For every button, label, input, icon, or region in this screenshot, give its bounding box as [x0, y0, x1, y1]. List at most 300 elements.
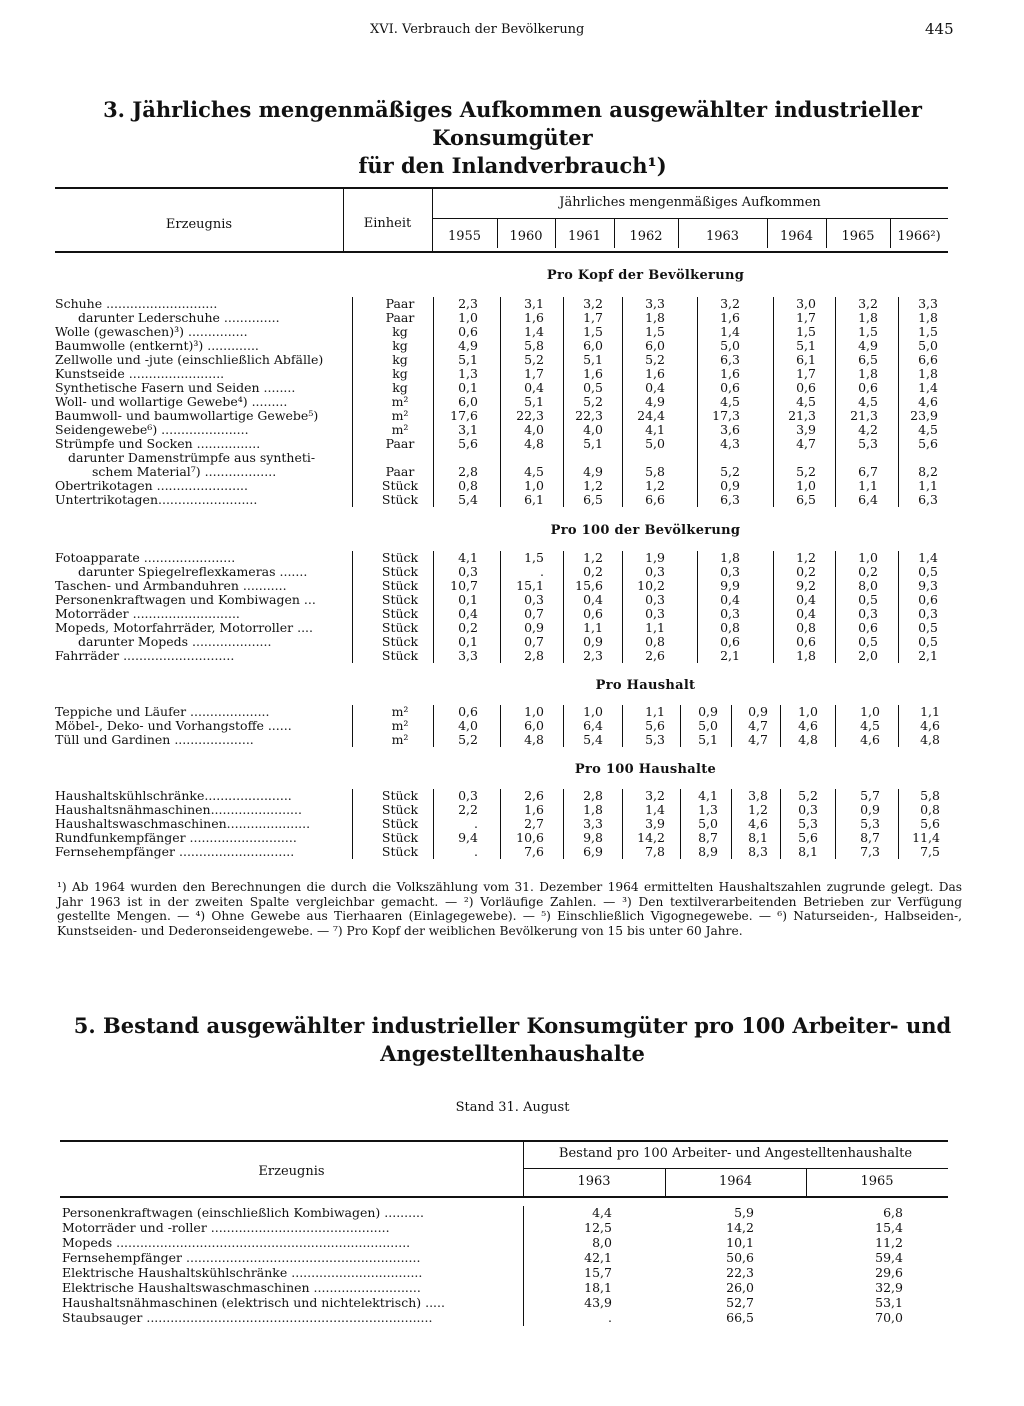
column-divider: [680, 789, 681, 859]
table-row: [0, 621, 1024, 635]
row-label: Baumwolle (entkernt)³) .............: [55, 339, 259, 353]
row-unit: m²: [391, 422, 409, 437]
section-heading: Pro 100 Haushalte: [574, 762, 717, 777]
cell-value: 1,6: [524, 310, 544, 325]
table3-col-group: Jährliches mengenmäßiges Aufkommen: [559, 195, 821, 210]
cell-value: 5,8: [645, 464, 665, 479]
cell-value: 7,3: [860, 844, 880, 859]
cell-value: 4,1: [458, 550, 478, 565]
cell-value: 1,2: [796, 550, 816, 565]
cell-value: 0,9: [524, 620, 544, 635]
cell-value: 5,2: [798, 788, 818, 803]
column-divider: [898, 705, 899, 747]
row-label: Möbel-, Deko- und Vorhangstoffe ......: [55, 719, 292, 733]
column-divider: [622, 789, 623, 859]
cell-value: 1,8: [918, 310, 938, 325]
year-header: 1964: [779, 229, 814, 244]
row-label: Teppiche und Läufer ....................: [55, 705, 270, 719]
cell-value: 50,6: [726, 1250, 754, 1265]
table-row: [0, 593, 1024, 607]
cell-value: 12,5: [584, 1220, 612, 1235]
cell-value: 18,1: [584, 1280, 612, 1295]
cell-value: 1,4: [918, 550, 938, 565]
cell-value: 1,8: [918, 366, 938, 381]
cell-value: 1,0: [858, 550, 878, 565]
cell-value: 0,3: [918, 606, 938, 621]
row-label: Fernsehempfänger .............................: [55, 845, 295, 859]
cell-value: 29,6: [875, 1265, 903, 1280]
cell-value: 0,6: [583, 606, 603, 621]
column-divider: [500, 297, 501, 507]
table-row: [0, 607, 1024, 621]
year-divider: [555, 219, 556, 248]
table-row: [0, 789, 1024, 803]
column-divider: [622, 297, 623, 507]
table5-title-line2: Angestelltenhaushalte: [380, 1041, 645, 1066]
cell-value: 6,5: [796, 492, 816, 507]
cell-value: 5,1: [458, 352, 478, 367]
row-label: Haushaltsnähmaschinen (elektrisch und nichtelektrisch) .....: [62, 1296, 445, 1310]
row-label: Motorräder und -roller .............................................: [62, 1221, 390, 1235]
cell-value: 2,8: [524, 648, 544, 663]
column-divider: [433, 551, 434, 663]
cell-value: 0,8: [458, 478, 478, 493]
cell-value: 0,1: [458, 592, 478, 607]
cell-value: 6,3: [720, 352, 740, 367]
cell-value: 9,9: [720, 578, 740, 593]
table3-title: [60, 96, 965, 180]
cell-value: 1,5: [796, 324, 816, 339]
cell-value: 5,3: [645, 732, 665, 747]
table5-header-rule: [60, 1196, 948, 1198]
cell-value: 1,2: [583, 550, 603, 565]
cell-value: 3,1: [524, 296, 544, 311]
row-label: darunter Mopeds ....................: [78, 635, 272, 649]
cell-value: 1,7: [583, 310, 603, 325]
cell-value: 6,7: [858, 464, 878, 479]
cell-value: 6,5: [583, 492, 603, 507]
cell-value: 53,1: [875, 1295, 903, 1310]
row-label: Seidengewebe⁶) ......................: [55, 423, 249, 437]
cell-value: 4,7: [748, 718, 768, 733]
table-row: [0, 1281, 1024, 1295]
table5-title: [60, 1012, 965, 1068]
section-heading: Pro 100 der Bevölkerung: [550, 523, 741, 538]
column-divider: [731, 789, 732, 859]
cell-value: 15,6: [575, 578, 603, 593]
cell-value: 2,0: [858, 648, 878, 663]
table5-title-line1: 5. Bestand ausgewählter industrieller Konsumgüter pro 100 Arbeiter- und: [73, 1013, 952, 1038]
cell-value: 6,8: [883, 1205, 903, 1220]
cell-value: 0,3: [524, 592, 544, 607]
cell-value: 7,5: [920, 844, 940, 859]
table-row: [0, 423, 1024, 437]
table-row: [0, 479, 1024, 493]
cell-value: 4,0: [458, 718, 478, 733]
row-unit: Stück: [381, 788, 419, 803]
cell-value: 3,9: [645, 816, 665, 831]
cell-value: 1,1: [920, 704, 940, 719]
cell-value: 3,3: [458, 648, 478, 663]
row-label: Strümpfe und Socken ................: [55, 437, 261, 451]
cell-value: 1,0: [798, 704, 818, 719]
year-header: 1963: [705, 229, 740, 244]
row-unit: Stück: [381, 830, 419, 845]
cell-value: 4,2: [858, 422, 878, 437]
row-label: darunter Spiegelreflexkameras .......: [78, 565, 308, 579]
cell-value: 4,7: [796, 436, 816, 451]
cell-value: 1,9: [645, 550, 665, 565]
row-label: Wolle (gewaschen)³) ...............: [55, 325, 248, 339]
cell-value: 0,8: [645, 634, 665, 649]
cell-value: 0,2: [583, 564, 603, 579]
cell-value: 1,1: [918, 478, 938, 493]
year-header: 1961: [567, 229, 602, 244]
cell-value: 4,9: [583, 464, 603, 479]
row-label: Taschen- und Armbanduhren ...........: [55, 579, 287, 593]
cell-value: 0,9: [860, 802, 880, 817]
cell-value: 9,2: [796, 578, 816, 593]
cell-value: 1,8: [645, 310, 665, 325]
cell-value: .: [608, 1310, 612, 1325]
cell-value: 4,5: [860, 718, 880, 733]
cell-value: 1,3: [698, 802, 718, 817]
column-divider: [563, 705, 564, 747]
table-row: [0, 1311, 1024, 1325]
row-label: Personenkraftwagen (einschließlich Kombiwagen) ..........: [62, 1206, 425, 1220]
cell-value: 1,7: [524, 366, 544, 381]
row-unit: Paar: [385, 296, 415, 311]
cell-value: 4,5: [858, 394, 878, 409]
cell-value: 21,3: [788, 408, 816, 423]
row-label: Schuhe ............................: [55, 297, 218, 311]
cell-value: 22,3: [575, 408, 603, 423]
cell-value: 0,6: [720, 634, 740, 649]
row-label: Elektrische Haushaltskühlschränke .................................: [62, 1266, 423, 1280]
cell-value: 5,1: [583, 436, 603, 451]
cell-value: 8,1: [748, 830, 768, 845]
cell-value: 5,6: [918, 436, 938, 451]
cell-value: 1,1: [645, 620, 665, 635]
cell-value: 5,8: [920, 788, 940, 803]
cell-value: 2,3: [458, 296, 478, 311]
label-divider: [352, 297, 353, 507]
cell-value: 3,2: [858, 296, 878, 311]
column-divider: [835, 789, 836, 859]
cell-value: 2,6: [524, 788, 544, 803]
cell-value: 70,0: [875, 1310, 903, 1325]
column-divider: [622, 551, 623, 663]
cell-value: 5,4: [458, 492, 478, 507]
cell-value: 2,3: [583, 648, 603, 663]
year-divider: [614, 219, 615, 248]
column-divider: [563, 789, 564, 859]
cell-value: 0,7: [524, 606, 544, 621]
cell-value: 2,1: [720, 648, 740, 663]
row-label: darunter Lederschuhe ..............: [78, 311, 280, 325]
cell-value: 1,5: [645, 324, 665, 339]
cell-value: 0,3: [645, 606, 665, 621]
table-row: [0, 325, 1024, 339]
cell-value: 4,8: [524, 732, 544, 747]
cell-value: 0,6: [918, 592, 938, 607]
cell-value: 5,2: [583, 394, 603, 409]
cell-value: 0,6: [720, 380, 740, 395]
cell-value: 1,8: [720, 550, 740, 565]
cell-value: 8,2: [918, 464, 938, 479]
row-label: Kunstseide ........................: [55, 367, 225, 381]
cell-value: 1,4: [918, 380, 938, 395]
cell-value: 6,0: [458, 394, 478, 409]
row-label: Elektrische Haushaltswaschmaschinen ...........................: [62, 1281, 421, 1295]
cell-value: 52,7: [726, 1295, 754, 1310]
cell-value: 0,9: [720, 478, 740, 493]
row-unit: m²: [391, 394, 409, 409]
cell-value: 1,2: [583, 478, 603, 493]
section-heading: Pro Haushalt: [595, 678, 696, 693]
row-unit: Paar: [385, 464, 415, 479]
label-divider: [352, 705, 353, 747]
cell-value: 5,6: [920, 816, 940, 831]
label-divider: [352, 789, 353, 859]
cell-value: 2,1: [918, 648, 938, 663]
cell-value: 1,7: [796, 366, 816, 381]
table-row: [0, 493, 1024, 507]
row-unit: Stück: [381, 564, 419, 579]
row-label: Haushaltsnähmaschinen.......................: [55, 803, 302, 817]
cell-value: 5,8: [524, 338, 544, 353]
table-row: [0, 297, 1024, 311]
cell-value: 5,6: [645, 718, 665, 733]
cell-value: 10,6: [516, 830, 544, 845]
table-row: [0, 437, 1024, 451]
running-head: XVI. Verbrauch der Bevölkerung: [370, 22, 585, 37]
cell-value: 14,2: [726, 1220, 754, 1235]
cell-value: 7,6: [524, 844, 544, 859]
row-unit: kg: [392, 338, 408, 353]
year-divider: [890, 219, 891, 248]
table-row: [0, 635, 1024, 649]
cell-value: 32,9: [875, 1280, 903, 1295]
column-divider: [835, 551, 836, 663]
cell-value: .: [540, 564, 544, 579]
cell-value: 6,0: [524, 718, 544, 733]
cell-value: 1,5: [583, 324, 603, 339]
column-divider: [433, 297, 434, 507]
table-row: [0, 339, 1024, 353]
row-label: darunter Damenstrümpfe aus syntheti-: [68, 451, 316, 465]
cell-value: 0,6: [796, 634, 816, 649]
year-divider: [826, 219, 827, 248]
section-heading: Pro Kopf der Bevölkerung: [546, 268, 745, 283]
cell-value: 5,0: [720, 338, 740, 353]
table5-top-rule: [60, 1140, 948, 1142]
column-divider: [500, 551, 501, 663]
cell-value: 6,1: [796, 352, 816, 367]
column-divider: [563, 297, 564, 507]
table-row: [0, 1266, 1024, 1280]
cell-value: 5,3: [860, 816, 880, 831]
row-label: Untertrikotagen.........................: [55, 493, 258, 507]
cell-value: 0,4: [796, 606, 816, 621]
cell-value: 5,9: [734, 1205, 754, 1220]
cell-value: 1,0: [524, 478, 544, 493]
table-row: [0, 451, 1024, 465]
row-unit: Stück: [381, 844, 419, 859]
row-unit: Stück: [381, 550, 419, 565]
cell-value: 5,0: [698, 816, 718, 831]
cell-value: 0,1: [458, 380, 478, 395]
table3-top-rule: [55, 187, 948, 189]
cell-value: 5,1: [524, 394, 544, 409]
cell-value: 10,1: [726, 1235, 754, 1250]
row-unit: Stück: [381, 606, 419, 621]
cell-value: 17,6: [450, 408, 478, 423]
table-row: [0, 1206, 1024, 1220]
row-label: Mopeds, Motorfahrräder, Motorroller ....: [55, 621, 314, 635]
row-unit: kg: [392, 352, 408, 367]
table-row: [0, 395, 1024, 409]
year-header: 1965: [860, 1174, 894, 1189]
cell-value: 0,5: [918, 634, 938, 649]
cell-value: 5,1: [698, 732, 718, 747]
cell-value: 1,2: [748, 802, 768, 817]
cell-value: 59,4: [875, 1250, 903, 1265]
cell-value: 0,4: [645, 380, 665, 395]
cell-value: 1,3: [458, 366, 478, 381]
row-label: Motorräder ...........................: [55, 607, 240, 621]
cell-value: 4,1: [698, 788, 718, 803]
cell-value: 4,6: [798, 718, 818, 733]
cell-value: 5,6: [798, 830, 818, 845]
year-header: 1955: [447, 229, 482, 244]
cell-value: 0,8: [796, 620, 816, 635]
cell-value: 4,7: [748, 732, 768, 747]
cell-value: 17,3: [712, 408, 740, 423]
row-unit: m²: [391, 408, 409, 423]
cell-value: 4,5: [796, 394, 816, 409]
column-divider: [773, 551, 774, 663]
row-label: Zellwolle und -jute (einschließlich Abfälle): [55, 353, 324, 367]
year-divider: [678, 219, 679, 248]
cell-value: 0,5: [858, 592, 878, 607]
cell-value: 3,8: [748, 788, 768, 803]
column-divider: [433, 789, 434, 859]
row-unit: Paar: [385, 436, 415, 451]
cell-value: 0,2: [458, 620, 478, 635]
table3-col-unit: Einheit: [363, 216, 412, 231]
cell-value: 3,1: [458, 422, 478, 437]
cell-value: 5,0: [645, 436, 665, 451]
column-divider: [898, 297, 899, 507]
cell-value: 0,6: [858, 380, 878, 395]
table5-group-rule: [523, 1168, 948, 1169]
cell-value: 0,7: [524, 634, 544, 649]
cell-value: 0,3: [858, 606, 878, 621]
year-header: 1963: [577, 1174, 611, 1189]
cell-value: 0,4: [524, 380, 544, 395]
year-header: 1966²): [897, 229, 941, 244]
cell-value: 6,1: [524, 492, 544, 507]
cell-value: 1,6: [524, 802, 544, 817]
cell-value: 0,3: [720, 564, 740, 579]
cell-value: 11,4: [912, 830, 940, 845]
cell-value: 1,0: [860, 704, 880, 719]
cell-value: 10,7: [450, 578, 478, 593]
cell-value: 3,2: [645, 788, 665, 803]
cell-value: 1,8: [858, 310, 878, 325]
cell-value: 14,2: [637, 830, 665, 845]
cell-value: 0,4: [720, 592, 740, 607]
cell-value: 1,0: [583, 704, 603, 719]
column-divider: [731, 705, 732, 747]
table3-title-line2: für den Inlandverbrauch¹): [358, 153, 667, 178]
table-row: [0, 803, 1024, 817]
cell-value: 5,2: [458, 732, 478, 747]
cell-value: 5,4: [583, 732, 603, 747]
cell-value: 1,4: [720, 324, 740, 339]
cell-value: 4,8: [798, 732, 818, 747]
row-unit: Stück: [381, 802, 419, 817]
table3-col-product: Erzeugnis: [165, 217, 233, 232]
label-divider: [352, 551, 353, 663]
cell-value: 4,9: [458, 338, 478, 353]
cell-value: 1,6: [583, 366, 603, 381]
cell-value: 2,8: [458, 464, 478, 479]
cell-value: 5,3: [858, 436, 878, 451]
cell-value: 4,5: [524, 464, 544, 479]
cell-value: 7,8: [645, 844, 665, 859]
column-divider: [680, 705, 681, 747]
year-header: 1965: [841, 229, 875, 244]
cell-value: 1,0: [796, 478, 816, 493]
cell-value: 4,6: [860, 732, 880, 747]
cell-value: 15,7: [584, 1265, 612, 1280]
cell-value: 0,5: [858, 634, 878, 649]
cell-value: 5,1: [583, 352, 603, 367]
cell-value: 4,5: [918, 422, 938, 437]
cell-value: 4,4: [592, 1205, 612, 1220]
cell-value: 1,6: [720, 310, 740, 325]
cell-value: 5,6: [458, 436, 478, 451]
row-unit: Stück: [381, 478, 419, 493]
cell-value: 9,4: [458, 830, 478, 845]
row-unit: kg: [392, 380, 408, 395]
cell-value: .: [474, 844, 478, 859]
cell-value: 1,5: [524, 550, 544, 565]
cell-value: 0,3: [645, 592, 665, 607]
cell-value: 5,2: [645, 352, 665, 367]
year-header: 1960: [509, 229, 543, 244]
table5-col-product: Erzeugnis: [258, 1164, 325, 1179]
page-number: 445: [925, 20, 954, 38]
table-row: [0, 845, 1024, 859]
column-divider: [622, 705, 623, 747]
cell-value: 1,0: [458, 310, 478, 325]
cell-value: 1,1: [583, 620, 603, 635]
cell-value: 0,6: [458, 324, 478, 339]
cell-value: 9,8: [583, 830, 603, 845]
cell-value: 8,7: [860, 830, 880, 845]
row-unit: Stück: [381, 816, 419, 831]
column-divider: [563, 551, 564, 663]
cell-value: 0,3: [458, 564, 478, 579]
cell-value: 0,8: [720, 620, 740, 635]
year-divider: [497, 219, 498, 248]
cell-value: 4,9: [858, 338, 878, 353]
cell-value: 26,0: [726, 1280, 754, 1295]
cell-value: 3,0: [796, 296, 816, 311]
